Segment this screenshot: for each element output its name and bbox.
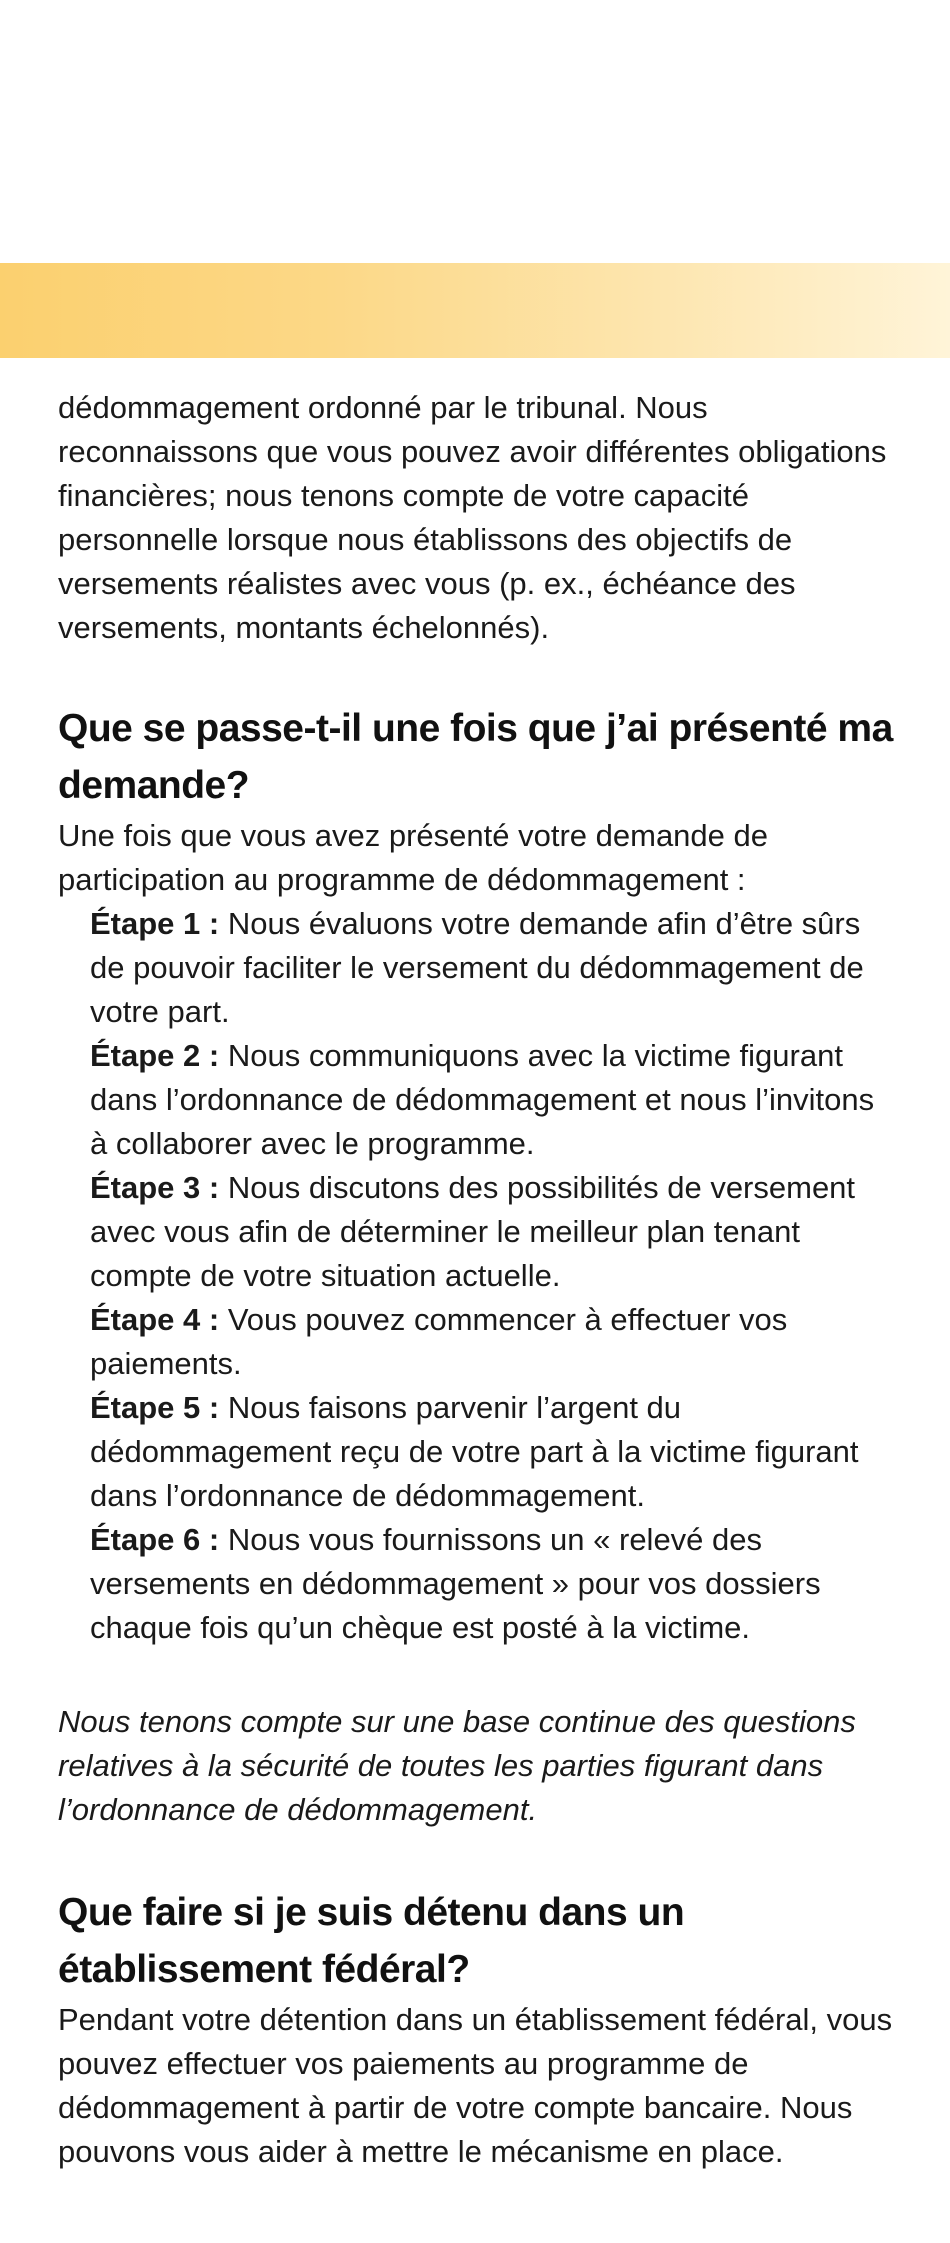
step-text: Nous communiquons avec la victime figurant dans l’ordonnance de dédommagement et nous l’invitons à collaborer avec le programme. xyxy=(90,1038,875,1161)
step-label: Étape 2 : xyxy=(90,1038,220,1073)
section-heading-federal-detention: Que faire si je suis détenu dans un établissement fédéral? xyxy=(58,1891,685,1991)
step-item xyxy=(90,1298,898,1386)
step-label: Étape 3 : xyxy=(90,1170,220,1205)
step-item xyxy=(90,1518,898,1650)
intro-paragraph: dédommagement ordonné par le tribunal. Nous reconnaissons que vous pouvez avoir différentes obligations financières; nous tenons compte de votre capacité personnelle lorsque nous établissons des objectifs de versements réalistes avec vous (p. ex., échéance des versements, montants échelonnés). xyxy=(58,390,887,645)
step-item xyxy=(90,1034,898,1166)
safety-note: Nous tenons compte sur une base continue des questions relatives à la sécurité de toutes les parties figurant dans l’ordonnance de dédommagement. xyxy=(58,1704,856,1827)
step-label: Étape 1 : xyxy=(90,906,220,941)
step-text: Nous évaluons votre demande afin d’être sûrs de pouvoir faciliter le versement du dédommagement de votre part. xyxy=(90,906,864,1029)
header-banner xyxy=(0,263,950,358)
step-item xyxy=(90,902,898,1034)
document-body xyxy=(58,386,898,2174)
section-lead-text: Une fois que vous avez présenté votre demande de participation au programme de dédommagement : xyxy=(58,818,769,897)
section-body-text: Pendant votre détention dans un établissement fédéral, vous pouvez effectuer vos paiements au programme de dédommagement à partir de votre compte bancaire. Nous pouvons vous aider à mettre le mécanisme en place. xyxy=(58,2002,893,2169)
step-item xyxy=(90,1386,898,1518)
step-text: Vous pouvez commencer à effectuer vos paiements. xyxy=(90,1302,788,1381)
section-application-process xyxy=(58,700,898,1650)
step-item xyxy=(90,1166,898,1298)
section-federal-detention xyxy=(58,1884,898,2174)
section-heading-after-application: Que se passe-t-il une fois que j’ai présenté ma demande? xyxy=(58,707,893,807)
step-label: Étape 5 : xyxy=(90,1390,220,1425)
step-label: Étape 6 : xyxy=(90,1522,220,1557)
steps-list xyxy=(58,902,898,1650)
step-label: Étape 4 : xyxy=(90,1302,220,1337)
step-text: Nous discutons des possibilités de versement avec vous afin de déterminer le meilleur plan tenant compte de votre situation actuelle. xyxy=(90,1170,856,1293)
step-text: Nous faisons parvenir l’argent du dédommagement reçu de votre part à la victime figurant dans l’ordonnance de dédommagement. xyxy=(90,1390,859,1513)
step-text: Nous vous fournissons un « relevé des versements en dédommagement » pour vos dossiers chaque fois qu’un chèque est posté à la victime. xyxy=(90,1522,821,1645)
